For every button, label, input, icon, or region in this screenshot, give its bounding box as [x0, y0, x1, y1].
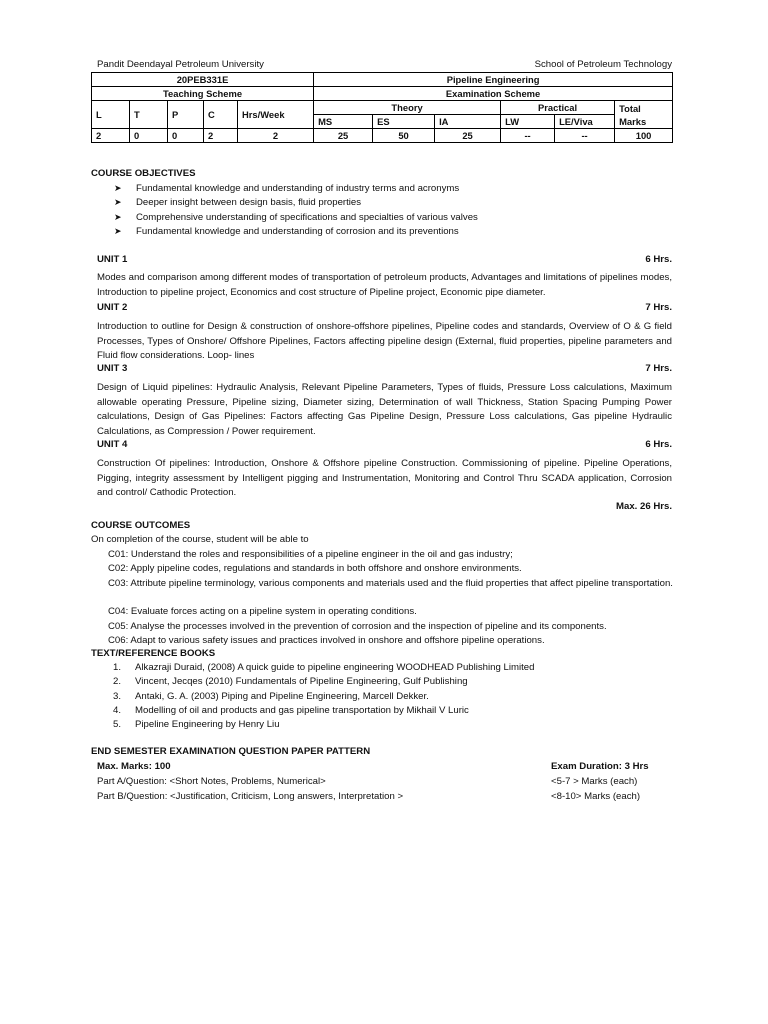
col-practical: Practical [501, 101, 615, 115]
outcomes-intro: On completion of the course, student will be able to [91, 534, 309, 545]
course-code: 20PEB331E [92, 73, 314, 87]
table-row [92, 129, 673, 143]
list-item: 2. Vincent, Jecqes (2010) Fundamentals of Pipeline Engineering, Gulf Publishing [113, 676, 468, 687]
max-hours: Max. 26 Hrs. [616, 501, 672, 512]
col-lw: LW [501, 115, 555, 129]
list-item: ➤ Fundamental knowledge and understanding of corrosion and its preventions [114, 226, 459, 237]
col-ia: IA [435, 115, 501, 129]
list-item: ➤ Fundamental knowledge and understanding of industry terms and acronyms [114, 183, 460, 194]
table-row [92, 87, 673, 101]
unit-1-heading: UNIT 1 6 Hrs. [97, 254, 672, 265]
unit-1-hours: 6 Hrs. [645, 254, 672, 265]
part-b-marks: <8-10> Marks (each) [551, 791, 641, 802]
arrow-bullet-icon: ➤ [114, 183, 122, 193]
list-item: C01: Understand the roles and responsibilities of a pipeline engineer in the oil and gas industry; [108, 549, 513, 560]
list-item: 5. Pipeline Engineering by Henry Liu [113, 719, 280, 730]
col-p: P [168, 101, 204, 129]
col-t: T [130, 101, 168, 129]
col-theory: Theory [314, 101, 501, 115]
scheme-table [91, 72, 673, 143]
max-marks: Max. Marks: 100 [97, 761, 171, 772]
school-name: School of Petroleum Technology [534, 59, 672, 70]
col-es: ES [373, 115, 435, 129]
col-le-viva: LE/Viva [555, 115, 615, 129]
unit-2-text: Introduction to outline for Design & construction of onshore-offshore pipelines, Pipeline codes and standards, Overview of O & G field Processes, Types of Onshore/ Offshore Pipelines, Factors affecting pipeline design (External, fluid properties, pipeline parameters and Fluid flow considerations. Loop- lines [97, 321, 672, 361]
outcomes-heading: COURSE OUTCOMES [91, 520, 191, 531]
list-item: 3. Antaki, G. A. (2003) Piping and Pipeline Engineering, Marcell Dekker. [113, 691, 429, 702]
course-title: Pipeline Engineering [314, 73, 673, 87]
val-es: 50 [373, 129, 435, 143]
unit-4-heading: UNIT 4 6 Hrs. [97, 439, 672, 450]
references-heading: TEXT/REFERENCE BOOKS [91, 648, 216, 659]
list-item: C05: Analyse the processes involved in the prevention of corrosion and the inspection of pipeline and its components. [108, 621, 607, 632]
val-le-viva: -- [555, 129, 615, 143]
col-c: C [204, 101, 238, 129]
unit-3-hours: 7 Hrs. [645, 363, 672, 374]
teaching-scheme-label: Teaching Scheme [92, 87, 314, 101]
university-name: Pandit Deendayal Petroleum University [97, 59, 264, 70]
col-hrs-week: Hrs/Week [238, 101, 314, 129]
list-item: C03: Attribute pipeline terminology, various components and materials used and the fluid properties that affect pipeline transportation. [108, 578, 673, 589]
arrow-bullet-icon: ➤ [114, 212, 122, 222]
part-a-question: Part A/Question: <Short Notes, Problems, Numerical> [97, 776, 326, 787]
page-header [97, 59, 672, 71]
arrow-bullet-icon: ➤ [114, 197, 122, 207]
unit-3-heading: UNIT 3 7 Hrs. [97, 363, 672, 374]
col-l: L [92, 101, 130, 129]
col-ms: MS [314, 115, 373, 129]
val-hrs-week: 2 [238, 129, 314, 143]
arrow-bullet-icon: ➤ [114, 226, 122, 236]
table-row [92, 101, 673, 115]
unit-4-text: Construction Of pipelines: Introduction, Onshore & Offshore pipeline Construction. Commissioning of pipeline. Pipeline Operations, Pigging, integrity assessment by Intelligent pigging and Instrumentation, Monitoring and Control Thru SCADA application, Corrosion and control/ Cathodic Protection. [97, 458, 672, 498]
list-item: 4. Modelling of oil and products and gas pipeline transportation by Mikhail V Luric [113, 705, 469, 716]
unit-3-text: Design of Liquid pipelines: Hydraulic Analysis, Relevant Pipeline Parameters, Types of fluids, Pressure Loss calculations, Maximum allowable operating Pressure, Pipeline sizing, Diameter sizing, Determination of wall Thickness, Station Spacing Pumping Power calculations, Design of Gas Pipelines: Factors affecting Gas Pipeline Design, Pressure Loss calculations, Gas pipeline Hydraulic Calculations, as Compression / Power requirement. [97, 382, 672, 437]
list-item: C06: Adapt to various safety issues and practices involved in onshore and offshore pipeline operations. [108, 635, 545, 646]
val-total: 100 [615, 129, 673, 143]
val-ia: 25 [435, 129, 501, 143]
list-item: ➤ Comprehensive understanding of specifications and specialties of various valves [114, 212, 478, 223]
col-total-marks: Total Marks [615, 101, 673, 129]
unit-4-hours: 6 Hrs. [645, 439, 672, 450]
part-a-marks: <5-7 > Marks (each) [551, 776, 638, 787]
exam-scheme-label: Examination Scheme [314, 87, 673, 101]
val-l: 2 [92, 129, 130, 143]
val-t: 0 [130, 129, 168, 143]
unit-2-hours: 7 Hrs. [645, 302, 672, 313]
list-item: 1. Alkazraji Duraid, (2008) A quick guide to pipeline engineering WOODHEAD Publishing Limited [113, 662, 535, 673]
list-item: ➤ Deeper insight between design basis, fluid properties [114, 197, 362, 208]
unit-1-text: Modes and comparison among different modes of transportation of petroleum products, Advantages and limitations of pipelines modes, Introduction to pipeline project, Economics and cost structure of Pipeline project, Economic pipe diameter. [97, 272, 672, 298]
part-b-question: Part B/Question: <Justification, Criticism, Long answers, Interpretation > [97, 791, 404, 802]
exam-pattern-heading: END SEMESTER EXAMINATION QUESTION PAPER PATTERN [91, 746, 371, 757]
list-item: C04: Evaluate forces acting on a pipeline system in operating conditions. [108, 606, 417, 617]
table-row [92, 73, 673, 87]
list-item: C02: Apply pipeline codes, regulations and standards in both offshore and onshore environments. [108, 563, 522, 574]
val-ms: 25 [314, 129, 373, 143]
val-c: 2 [204, 129, 238, 143]
val-p: 0 [168, 129, 204, 143]
unit-2-heading: UNIT 2 7 Hrs. [97, 302, 672, 313]
val-lw: -- [501, 129, 555, 143]
exam-duration: Exam Duration: 3 Hrs [551, 761, 649, 772]
objectives-heading: COURSE OBJECTIVES [91, 168, 196, 179]
